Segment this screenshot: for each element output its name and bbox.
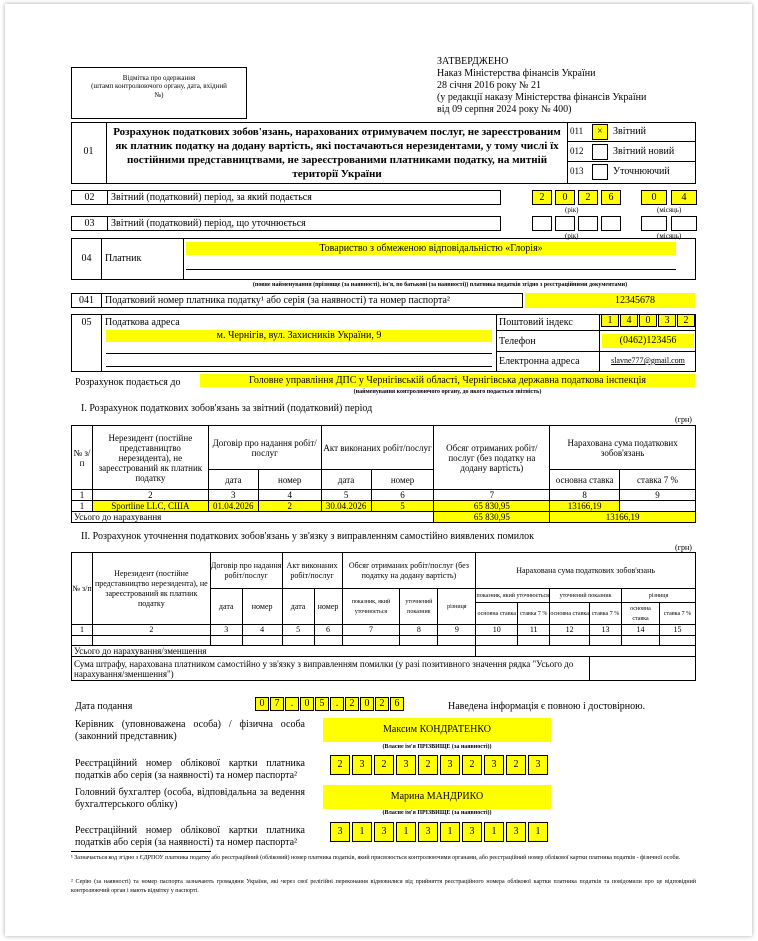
s1-col-number: 8 [550, 490, 620, 501]
month-digit[interactable]: 4 [671, 190, 697, 205]
s1-col-number: 6 [371, 490, 434, 501]
s2-col-number: 12 [550, 625, 590, 636]
s1-h-a-date: дата [321, 470, 371, 490]
s2-empty-cell[interactable] [282, 636, 314, 646]
postal-digit[interactable]: 3 [658, 314, 676, 327]
head-name-caption: (Власне ім'я ПРІЗВИЩЕ (за наявності)) [382, 744, 492, 750]
report-type-code: 011 [570, 126, 584, 136]
section-2-table [71, 552, 696, 681]
footnote-2: ² Серію (за наявності) та номер паспорта зазначають громадяни України, які через свої релігійні переконання відмовилися від прийняття реєстраційного номера облікової картки платника податків та повідомили про це відповідний контролюючий орган і мають відмітку у паспорті. [71, 879, 696, 894]
row-03-year-caption: (рік) [565, 232, 579, 240]
report-type-mark[interactable] [592, 164, 608, 180]
s1-h-base: основна ставка [550, 470, 620, 490]
acc-reg-digit[interactable]: 1 [352, 822, 372, 842]
year-digit[interactable] [532, 216, 552, 231]
s1-col-number: 4 [258, 490, 321, 501]
s2-h-v-shown: показник, який уточнюється [342, 589, 400, 625]
row-041-num: 041 [79, 295, 94, 306]
submitted-value[interactable]: Головне управління ДПС у Чернігівській області, Чернігівська державна податкова інспекція [200, 374, 695, 387]
s2-h-a-num: номер [314, 589, 342, 625]
form-title: Розрахунок податкових зобов'язань, нарахованих отримувачем послуг, не зареєстрованим як платник податку на додану вартість, які постачаються нерезидентами, у тому числі їх постійними представництвами, не зареєстрованими платниками податку, на митній території України [113, 126, 561, 180]
acc-reg-digit[interactable]: 1 [484, 822, 504, 842]
s1-row-rate7[interactable] [620, 501, 696, 512]
s2-empty-cell[interactable] [518, 636, 550, 646]
s1-col-number: 5 [321, 490, 371, 501]
s1-row-contract-date[interactable]: 01.04.2026 [208, 501, 258, 512]
acc-reg-digit[interactable]: 3 [374, 822, 394, 842]
s2-h-num: № з/п [72, 553, 93, 625]
date-digit[interactable]: 0 [300, 697, 314, 711]
submitted-label: Розрахунок подається до [75, 377, 181, 388]
tax-address[interactable]: м. Чернігів, вул. Захисників України, 9 [106, 330, 492, 342]
s2-empty-cell[interactable] [72, 636, 93, 646]
s2-col-number: 15 [659, 625, 695, 636]
stamp-note: (штамп контролюючого органу, дата, вхідний №) [91, 82, 227, 99]
report-type-013[interactable] [567, 162, 696, 184]
acc-reg-digit[interactable]: 3 [418, 822, 438, 842]
s1-total-volume[interactable]: 65 830,95 [434, 512, 550, 523]
postal-digit[interactable]: 0 [639, 314, 657, 327]
report-type-012[interactable] [567, 142, 696, 162]
order-edit-2: від 09 серпня 2024 року № 400) [437, 104, 572, 115]
row-03 [71, 216, 501, 231]
month-digit[interactable] [671, 216, 697, 231]
s2-h-contract: Договір про надання робіт/послуг [210, 553, 282, 589]
s2-col-number: 14 [622, 625, 660, 636]
s1-h-c-date: дата [208, 470, 258, 490]
s1-h-act: Акт виконаних робіт/послуг [321, 426, 434, 470]
year-digit[interactable]: 2 [532, 190, 552, 205]
s1-row-act-date[interactable]: 30.04.2026 [321, 501, 371, 512]
approved-label: ЗАТВЕРДЖЕНО [437, 56, 509, 67]
acc-reg-digit[interactable]: 3 [462, 822, 482, 842]
s2-h-c-num: номер [242, 589, 282, 625]
s2-col-number: 5 [282, 625, 314, 636]
year-digit[interactable]: 2 [578, 190, 598, 205]
date-digit[interactable]: 0 [255, 697, 269, 711]
report-type-code: 012 [570, 146, 584, 156]
year-digit[interactable] [601, 216, 621, 231]
s2-col-number: 11 [518, 625, 550, 636]
s2-col-number: 4 [242, 625, 282, 636]
s1-row-contract-num[interactable]: 2 [258, 501, 321, 512]
row-04-caption: (повне найменування (прізвище (за наявності), ім'я, по батькові (за наявності)) платника податків згідно з реєстраційними документами) [252, 282, 628, 288]
s2-col-number: 13 [590, 625, 622, 636]
acc-name-caption: (Власне ім'я ПРІЗВИЩЕ (за наявності)) [382, 810, 492, 816]
tax-number[interactable]: 12345678 [525, 293, 695, 308]
acc-reg-digit[interactable]: 3 [330, 822, 350, 842]
s2-h-base-3: основна ставка [622, 603, 660, 625]
s1-h-c-num: номер [258, 470, 321, 490]
date-digit[interactable]: 2 [375, 697, 389, 711]
s1-row-volume[interactable]: 65 830,95 [434, 501, 550, 512]
email-label: Електронна адреса [499, 356, 580, 367]
stamp-label: Відмітка про одержання [122, 74, 196, 82]
s2-empty-cell[interactable] [400, 636, 438, 646]
s2-empty-cell[interactable] [622, 636, 660, 646]
row-03-month-caption: (місяць) [657, 232, 682, 240]
order-date: 28 січня 2016 року № 21 [437, 80, 541, 91]
footnote-1: ¹ Зазначається код згідно з ЄДРПОУ платника податку або реєстраційний (обліковий) номер платника податків, який присвоюється контролюючими органами, або реєстраційний номер облікової картки платника податків - фізичної особи. [71, 855, 681, 861]
order-edit-1: (у редакції наказу Міністерства фінансів України [437, 92, 647, 103]
s2-col-number: 2 [92, 625, 210, 636]
head-reg-digit[interactable]: 3 [440, 755, 460, 775]
phone-label: Телефон [499, 336, 536, 347]
head-reg-digit[interactable]: 2 [418, 755, 438, 775]
row-02-num: 02 [84, 192, 95, 203]
row-04 [71, 238, 696, 280]
s1-col-number: 7 [434, 490, 550, 501]
acc-label: Головний бухгалтер (особа, відповідальна за ведення бухгалтерського обліку) [75, 787, 305, 810]
section-1-title: I. Розрахунок податкових зобов'язань за звітний (податковий) період [81, 403, 373, 414]
s2-col-number: 1 [72, 625, 93, 636]
s2-col-number: 9 [438, 625, 476, 636]
report-type-list [567, 122, 696, 184]
s1-h-nonres: Нерезидент (постійне представництво нерезидента), не зареєстрований як платник податку [92, 426, 208, 490]
date-digit[interactable]: 6 [390, 697, 404, 711]
row-041-label: Податковий номер платника податку¹ або серія (за наявності) та номер паспорта² [105, 295, 450, 306]
s2-col-number: 8 [400, 625, 438, 636]
s2-h-v-refined: уточнений показник [400, 589, 438, 625]
date-digit[interactable]: . [285, 697, 299, 711]
s2-empty-cell[interactable] [342, 636, 400, 646]
s2-empty-cell[interactable] [210, 636, 242, 646]
head-reg-label: Реєстраційний номер облікової картки платника податків або серія (за наявності) та номер паспорта² [75, 758, 305, 781]
s1-h-rate7: ставка 7 % [620, 470, 696, 490]
postal-digit[interactable]: 2 [677, 314, 695, 327]
report-type-label: Звітний новий [613, 146, 675, 157]
s1-total-label: Усього до нарахування [72, 512, 434, 523]
s1-h-a-num: номер [371, 470, 434, 490]
s2-h-base-2: основна ставка [550, 603, 590, 625]
s1-h-tax: Нарахована сума податкових зобов'язань [550, 426, 696, 470]
s2-col-number: 6 [314, 625, 342, 636]
form-page [5, 4, 752, 936]
s2-h-rate7-3: ставка 7 % [659, 603, 695, 625]
date-digit[interactable]: 5 [315, 697, 329, 711]
report-type-label: Звітний [613, 126, 646, 137]
head-reg-digit[interactable]: 3 [528, 755, 548, 775]
row-02 [71, 190, 501, 205]
s2-h-rate7-1: ставка 7 % [518, 603, 550, 625]
postal-digit[interactable]: 1 [601, 314, 619, 327]
s2-empty-cell[interactable] [550, 636, 590, 646]
head-reg-digit[interactable]: 3 [484, 755, 504, 775]
s1-h-num: № з/п [72, 426, 93, 490]
row-04-label: Платник [105, 253, 142, 264]
row-05-num: 05 [81, 317, 92, 328]
order-label: Наказ Міністерства фінансів України [437, 68, 596, 79]
s1-row-act-num[interactable]: 5 [371, 501, 434, 512]
s2-empty-cell[interactable] [659, 636, 695, 646]
s2-empty-cell[interactable] [314, 636, 342, 646]
row-02-year-caption: (рік) [565, 206, 579, 214]
acc-name[interactable]: Марина МАНДРИКО [323, 785, 551, 809]
report-type-label: Уточнюючий [613, 166, 670, 177]
date-label: Дата подання [75, 701, 133, 712]
title-num: 01 [83, 146, 94, 157]
report-type-011[interactable] [567, 122, 696, 142]
phone-value[interactable]: (0462)123456 [602, 334, 694, 348]
acc-reg-digit[interactable]: 1 [440, 822, 460, 842]
s1-col-number: 1 [72, 490, 93, 501]
s2-h-c-date: дата [210, 589, 242, 625]
s2-h-rate7-2: ставка 7 % [590, 603, 622, 625]
s2-fine-label: Сума штрафу, нарахована платником самостійно у зв'язку з виправленням помилки (у разі позитивного значення рядка "Усього до нарахування/зменшення") [72, 657, 590, 681]
postal-label: Поштовий індекс [499, 317, 573, 328]
s2-h-t-diff: різниця [622, 589, 696, 603]
postal-digit[interactable]: 4 [620, 314, 638, 327]
email-value[interactable]: slavne777@gmail.com [611, 356, 685, 365]
date-digit[interactable]: 0 [360, 697, 374, 711]
acc-reg-digit[interactable]: 3 [506, 822, 526, 842]
section-1-currency: (грн) [675, 415, 692, 424]
complete-note: Наведена інформація є повною і достовірною. [448, 701, 646, 712]
head-label: Керівник (уповноважена особа) / фізична особа (законний представник) [75, 719, 305, 742]
payer-name[interactable]: Товариство з обмеженою відповідальністю «Глорія» [186, 242, 676, 255]
s1-h-volume: Обсяг отриманих робіт/послуг (без податку на додану вартість) [434, 426, 550, 490]
acc-reg-digit[interactable]: 1 [528, 822, 548, 842]
s2-empty-cell[interactable] [476, 636, 518, 646]
s2-empty-cell[interactable] [242, 636, 282, 646]
s1-col-number: 9 [620, 490, 696, 501]
date-digit[interactable]: 7 [270, 697, 284, 711]
head-reg-digit[interactable]: 2 [374, 755, 394, 775]
row-03-num: 03 [84, 218, 95, 229]
s2-col-number: 10 [476, 625, 518, 636]
s1-table-row [72, 501, 696, 512]
month-digit[interactable]: 0 [641, 190, 667, 205]
s2-empty-cell[interactable] [438, 636, 476, 646]
s1-row-nonres[interactable]: Sportline LLC, США [92, 501, 208, 512]
month-digit[interactable] [641, 216, 667, 231]
head-reg-digit[interactable]: 3 [396, 755, 416, 775]
approval-block [437, 56, 737, 116]
s1-h-contract: Договір про надання робіт/послуг [208, 426, 321, 470]
s2-h-volume: Обсяг отриманих робіт/послуг (без податку на додану вартість) [342, 553, 476, 589]
acc-reg-digit[interactable]: 1 [396, 822, 416, 842]
s2-h-t-shown: показник, який уточнюється [476, 589, 550, 603]
s2-col-number: 3 [210, 625, 242, 636]
row-03-label: Звітний (податковий) період, що уточнюється [111, 218, 306, 229]
stamp-box [71, 67, 247, 119]
s2-h-a-date: дата [282, 589, 314, 625]
report-type-mark[interactable]: × [592, 124, 608, 140]
date-digit[interactable]: 2 [345, 697, 359, 711]
s2-h-t-refined: уточнений показник [550, 589, 622, 603]
date-digit[interactable]: . [330, 697, 344, 711]
year-digit[interactable]: 6 [601, 190, 621, 205]
s2-col-number: 7 [342, 625, 400, 636]
s1-row-base[interactable]: 13166,19 [550, 501, 620, 512]
head-reg-digit[interactable]: 3 [352, 755, 372, 775]
head-reg-digit[interactable]: 2 [506, 755, 526, 775]
s2-h-tax: Нарахована сума податкових зобов'язань [476, 553, 696, 589]
row-02-month-caption: (місяць) [657, 206, 682, 214]
row-041 [71, 293, 523, 308]
year-digit[interactable]: 0 [555, 190, 575, 205]
report-type-code: 013 [570, 166, 584, 176]
year-digit[interactable] [578, 216, 598, 231]
s2-h-nonres: Нерезидент (постійне представництво нерезидента), не зареєстрований як платник податку [92, 553, 210, 625]
s2-empty-cell[interactable] [92, 636, 210, 646]
s2-h-base-1: основна ставка [476, 603, 518, 625]
submitted-caption: (найменування контролюючого органу, до якого подається звітність) [353, 389, 542, 395]
head-name[interactable]: Максим КОНДРАТЕНКО [323, 718, 551, 742]
section-2-currency: (грн) [675, 543, 692, 552]
acc-reg-label: Реєстраційний номер облікової картки платника податків або серія (за наявності) та номер паспорта² [75, 825, 305, 848]
s2-h-v-diff: різниця [438, 589, 476, 625]
row-04-num: 04 [81, 253, 92, 264]
year-digit[interactable] [555, 216, 575, 231]
s1-row-num[interactable]: 1 [72, 501, 93, 512]
report-type-mark[interactable] [592, 144, 608, 160]
head-reg-digit[interactable]: 2 [462, 755, 482, 775]
section-1-table [71, 425, 696, 523]
head-reg-digit[interactable]: 2 [330, 755, 350, 775]
s1-col-number: 2 [92, 490, 208, 501]
row-02-label: Звітний (податковий) період, за який подається [111, 192, 312, 203]
s1-total-tax[interactable]: 13166,19 [550, 512, 696, 523]
s2-total-label: Усього до нарахування/зменшення [72, 646, 476, 657]
section-2-title: II. Розрахунок уточнення податкових зобов'язань у зв'язку з виправленням самостійно виявлених помилок [81, 531, 534, 542]
s2-empty-cell[interactable] [590, 636, 622, 646]
row-05-label: Податкова адреса [105, 317, 180, 328]
s2-h-act: Акт виконаних робіт/послуг [282, 553, 342, 589]
s1-col-number: 3 [208, 490, 258, 501]
